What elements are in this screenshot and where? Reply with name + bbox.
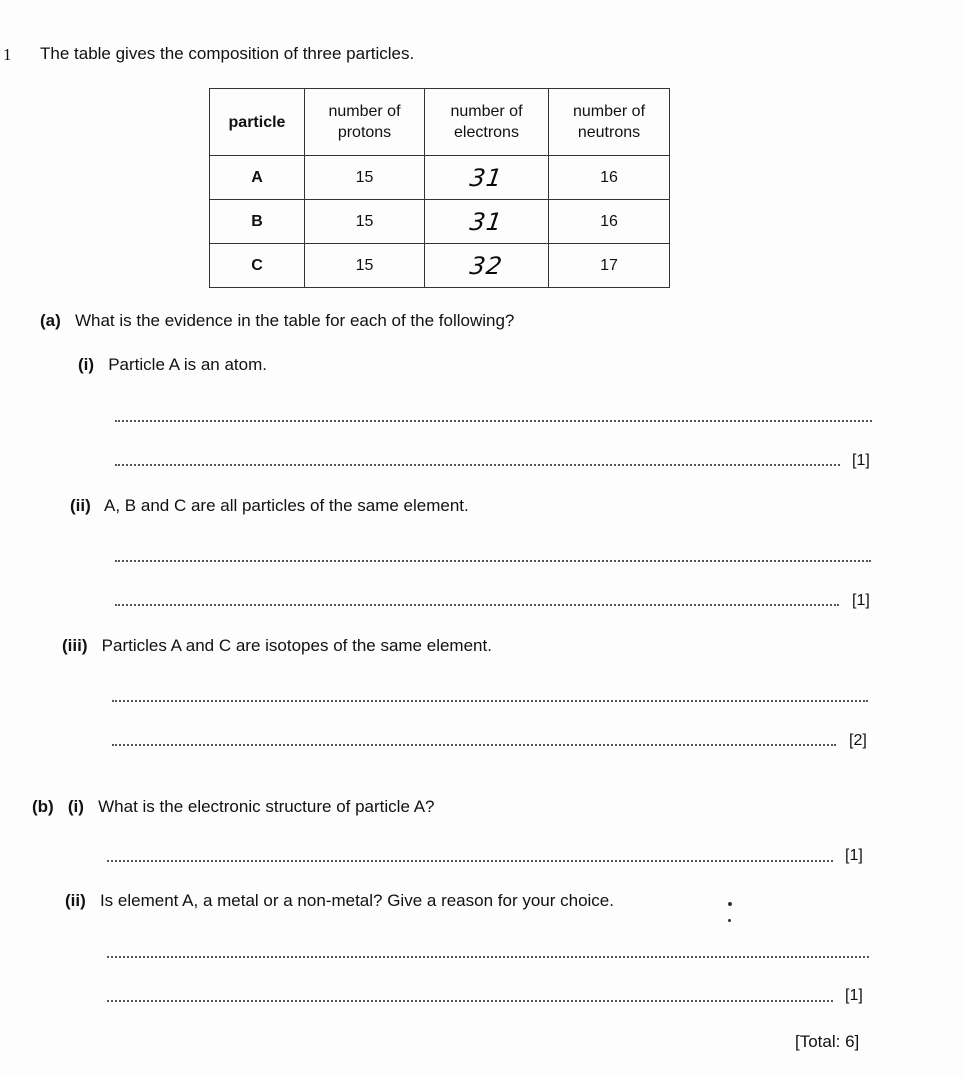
electrons-cell[interactable] xyxy=(425,244,549,288)
part-b-ii-label: (ii) xyxy=(65,891,86,910)
answer-line[interactable] xyxy=(107,860,833,862)
part-a-iii-text: Particles A and C are isotopes of the same element. xyxy=(101,636,492,655)
protons-cell: 15 xyxy=(305,244,425,288)
part-b-label: (b) xyxy=(32,797,54,816)
header-neutrons: number of neutrons xyxy=(549,89,670,156)
table-row xyxy=(210,200,670,244)
part-b-i-text: What is the electronic structure of particle A? xyxy=(98,797,435,816)
part-a-label: (a) xyxy=(40,311,61,330)
composition-table xyxy=(209,88,670,288)
protons-cell: 15 xyxy=(305,156,425,200)
marks-b-ii: [1] xyxy=(845,987,863,1004)
answer-line[interactable] xyxy=(115,604,839,606)
header-protons: number of protons xyxy=(305,89,425,156)
electrons-cell[interactable] xyxy=(425,200,549,244)
table-row xyxy=(210,156,670,200)
marks-a-iii: [2] xyxy=(849,732,867,749)
part-a-i-text: Particle A is an atom. xyxy=(108,355,267,374)
answer-line[interactable] xyxy=(115,464,840,466)
marks-a-ii: [1] xyxy=(852,592,870,609)
handwritten-answer: 31 xyxy=(468,163,505,192)
electrons-cell[interactable] xyxy=(425,156,549,200)
question-number: 1 xyxy=(3,45,12,64)
header-electrons: number of electrons xyxy=(425,89,549,156)
answer-line[interactable] xyxy=(115,560,871,562)
handwritten-answer: 32 xyxy=(468,251,505,280)
part-a-i-prompt xyxy=(78,355,267,375)
particle-label: A xyxy=(210,156,305,200)
protons-cell: 15 xyxy=(305,200,425,244)
part-a-ii-label: (ii) xyxy=(70,496,91,515)
part-a-ii-prompt xyxy=(70,496,469,516)
part-b-ii-text: Is element A, a metal or a non-metal? Give a reason for your choice. xyxy=(99,891,614,910)
header-particle: particle xyxy=(210,89,305,156)
part-b-i-prompt xyxy=(32,797,434,817)
question-stem: The table gives the composition of three particles. xyxy=(40,44,415,63)
neutrons-cell: 17 xyxy=(549,244,670,288)
marks-a-i: [1] xyxy=(852,452,870,469)
part-a-i-label: (i) xyxy=(78,355,95,374)
part-a-text: What is the evidence in the table for each of the following? xyxy=(74,311,515,330)
part-b-ii-prompt xyxy=(65,891,614,911)
particle-label: B xyxy=(210,200,305,244)
answer-line[interactable] xyxy=(112,744,836,746)
total-marks: [Total: 6] xyxy=(795,1032,860,1051)
answer-line[interactable] xyxy=(115,420,872,422)
answer-line[interactable] xyxy=(112,700,868,702)
particle-label: C xyxy=(210,244,305,288)
part-a-iii-label: (iii) xyxy=(62,636,88,655)
answer-line[interactable] xyxy=(107,1000,833,1002)
table-header-row xyxy=(210,89,670,156)
marks-b-i: [1] xyxy=(845,847,863,864)
neutrons-cell: 16 xyxy=(549,200,670,244)
part-a-ii-text: A, B and C are all particles of the same element. xyxy=(104,496,469,515)
table-row xyxy=(210,244,670,288)
handwritten-answer: 31 xyxy=(468,207,505,236)
ink-smudge xyxy=(728,902,732,906)
ink-smudge xyxy=(728,919,731,922)
part-b-i-label: (i) xyxy=(67,797,84,816)
part-a-prompt xyxy=(40,311,514,331)
answer-line[interactable] xyxy=(107,956,869,958)
part-a-iii-prompt xyxy=(62,636,492,656)
neutrons-cell: 16 xyxy=(549,156,670,200)
